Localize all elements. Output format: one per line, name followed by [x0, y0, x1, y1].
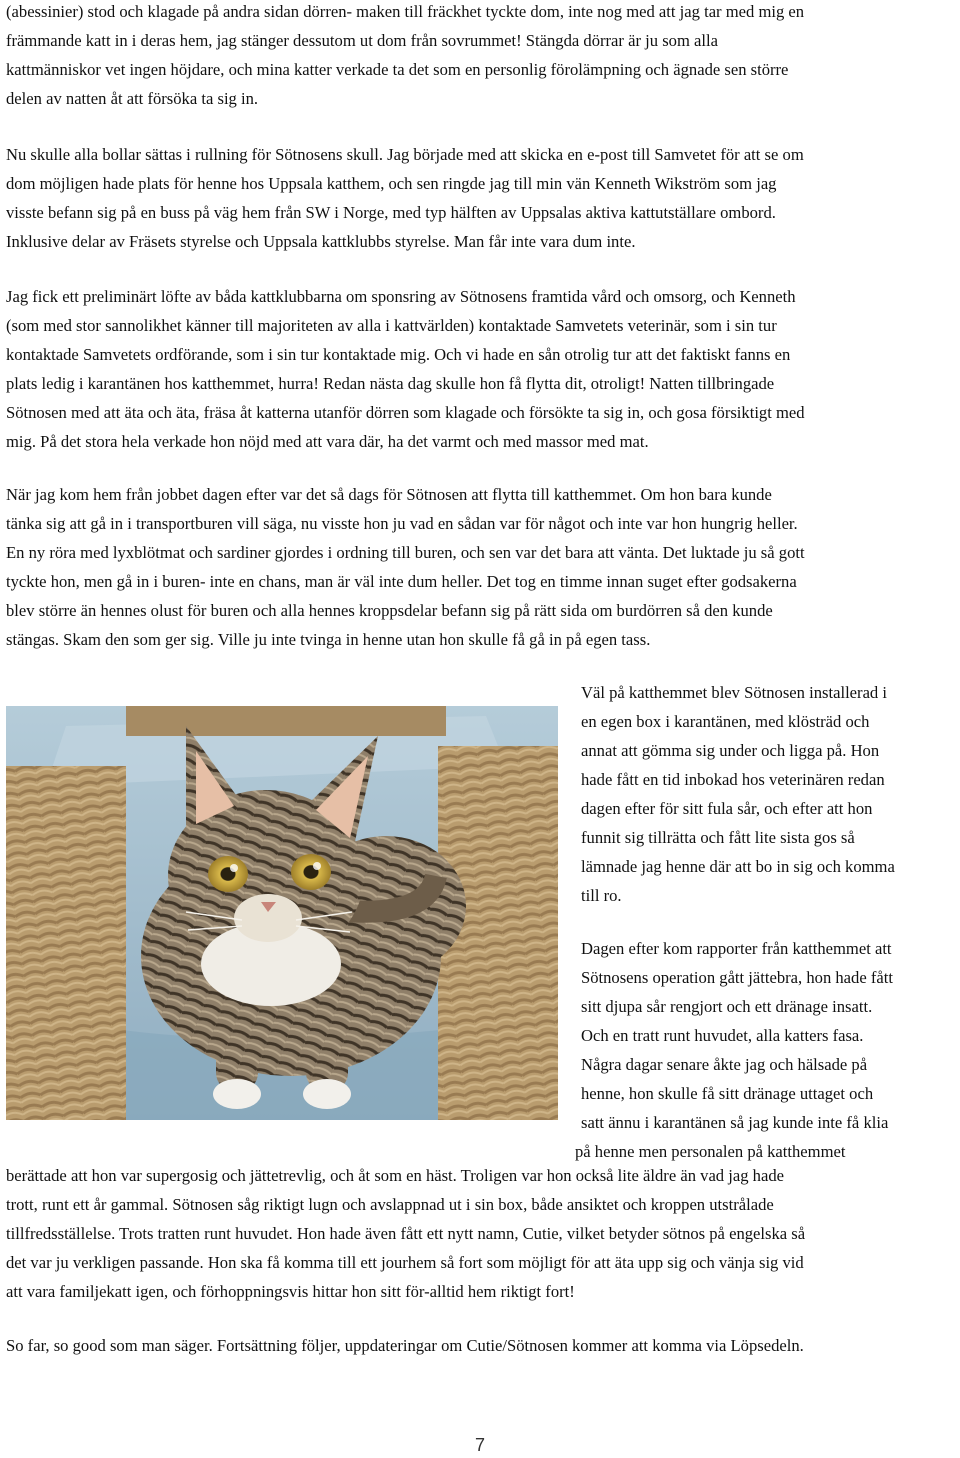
cat-photo: [6, 706, 558, 1120]
text-line: Dagen efter kom rapporter från katthemmet att: [581, 939, 892, 958]
text-line: blev större än hennes olust för buren och alla hennes kroppsdelar befann sig på rätt sida om burdörren så den kunde: [6, 601, 773, 620]
text-line: dom möjligen hade plats för henne hos Uppsala katthem, och sen ringde jag till min vän Kenneth Wikström som jag: [6, 174, 777, 193]
text-line: annat att gömma sig under och ligga på. Hon: [581, 741, 880, 760]
paragraph-5: [6, 1161, 958, 1306]
text-line: att vara familjekatt igen, och förhoppningsvis hittar hon sitt för-alltid hem riktigt fort!: [6, 1282, 575, 1301]
paragraph-2: [6, 140, 958, 256]
text-line: tänka sig att gå in i transportburen vill säga, nu visste hon ju vad en sådan var för något och inte var hon hungrig heller.: [6, 514, 798, 533]
text-line: Och en tratt runt huvudet, alla katters fasa.: [581, 1026, 864, 1045]
text-line: främmande katt in i deras hem, jag stänger dessutom ut dom från sovrummet! Stängda dörrar är ju som alla: [6, 31, 718, 50]
text-line: Väl på katthemmet blev Sötnosen installerad i: [581, 683, 887, 702]
text-line: stängas. Skam den som ger sig. Ville ju inte tvinga in henne utan hon skulle få gå in på egen tass.: [6, 630, 651, 649]
text-line: Sötnosens operation gått jättebra, hon hade fått: [581, 968, 893, 987]
side-paragraph-2: [575, 934, 959, 1166]
text-line: kontaktade Samvetets ordförande, som i sin tur kontaktade mig. Och vi hade en sån otrolig tur att det faktiskt fanns en: [6, 345, 791, 364]
page-number: 7: [474, 1435, 485, 1455]
text-line: en egen box i karantänen, med klösträd och: [581, 712, 870, 731]
text-line: trott, runt ett år gammal. Sötnosen såg riktigt lugn och avslappnad ut i sin box, både ansiktet och kroppen utstrålade: [6, 1195, 774, 1214]
text-line: (abessinier) stod och klagade på andra sidan dörren- maken till fräckhet tyckte dom, inte nog med att jag tar med mig en: [6, 2, 805, 21]
text-line: henne, hon skulle få sitt dränage uttaget och: [581, 1084, 874, 1103]
paragraph-4: [6, 480, 958, 654]
side-paragraph-1: [581, 678, 959, 910]
text-line: lämnade jag henne där att bo in sig och komma: [581, 857, 895, 876]
text-line: det var ju verkligen passande. Hon ska få komma till ett jourhem så fort som möjligt för att äta upp sig och vänja sig vid: [6, 1253, 804, 1272]
text-line: till ro.: [581, 886, 622, 905]
text-line: Nu skulle alla bollar sättas i rullning för Sötnosens skull. Jag började med att skicka en e-post till Samvetet för att se om: [6, 145, 804, 164]
text-line: satt ännu i karantänen så jag kunde inte få klia: [581, 1113, 889, 1132]
text-line: dagen efter för sitt fula sår, och efter att hon: [581, 799, 873, 818]
text-line: tyckte hon, men gå in i buren- inte en chans, man är väl inte dum heller. Det tog en timme innan suget efter godsakerna: [6, 572, 797, 591]
text-line: funnit sig tillrätta och fått lite sista gos så: [581, 828, 855, 847]
text-line: hade fått en tid inbokad hos veterinären redan: [581, 770, 885, 789]
text-line: sitt djupa sår rengjort och ett dränage insatt.: [581, 997, 873, 1016]
text-line: När jag kom hem från jobbet dagen efter var det så dags för Sötnosen att flytta till katthemmet. Om hon bara kunde: [6, 485, 772, 504]
text-line: visste befann sig på en buss på väg hem från SW i Norge, med typ hälften av Uppsalas aktiva kattutställare ombord.: [6, 203, 776, 222]
text-line: Jag fick ett preliminärt löfte av båda kattklubbarna om sponsring av Sötnosens framtida vård och omsorg, och Kenneth: [6, 287, 796, 306]
text-line: Sötnosen med att äta och äta, fräsa åt katterna utanför dörren som klagade och försökte ta sig in, och gosa försiktigt med: [6, 403, 805, 422]
text-line: kattmänniskor vet ingen höjdare, och mina katter verkade ta det som en personlig förolämpning och ägnade sen större: [6, 60, 789, 79]
paragraph-3: [6, 282, 958, 456]
text-line: berättade att hon var supergosig och jättetrevlig, och åt som en häst. Troligen var hon också lite äldre än vad jag hade: [6, 1166, 784, 1185]
text-line: mig. På det stora hela verkade hon nöjd med att vara där, ha det varmt och med massor med mat.: [6, 432, 649, 451]
text-line: So far, so good som man säger. Fortsättning följer, uppdateringar om Cutie/Sötnosen kommer att komma via Löpsedeln.: [6, 1336, 804, 1355]
text-line: Inklusive delar av Fräsets styrelse och Uppsala kattklubbs styrelse. Man får inte vara dum inte.: [6, 232, 636, 251]
paragraph-1: [6, 0, 958, 113]
text-line: plats ledig i karantänen hos katthemmet, hurra! Redan nästa dag skulle hon få flytta dit, otroligt! Natten tillbringade: [6, 374, 775, 393]
text-line: En ny röra med lyxblötmat och sardiner gjordes i ordning till buren, och sen var det bara att vänta. Det luktade ju så gott: [6, 543, 805, 562]
text-line: på henne men personalen på katthemmet: [575, 1142, 846, 1161]
text-line: (som med stor sannolikhet känner till majoriteten av alla i kattvärlden) kontaktade Samvetets veterinär, som i sin tur: [6, 316, 777, 335]
text-line: delen av natten åt att försöka ta sig in.: [6, 89, 259, 108]
text-line: tillfredsställelse. Trots tratten runt huvudet. Hon hade även fått ett nytt namn, Cutie, vilket betyder sötnos på engelska så: [6, 1224, 806, 1243]
cat-photo-illustration: [6, 706, 558, 1120]
paragraph-6: [6, 1331, 958, 1360]
text-line: Några dagar senare åkte jag och hälsade på: [581, 1055, 868, 1074]
